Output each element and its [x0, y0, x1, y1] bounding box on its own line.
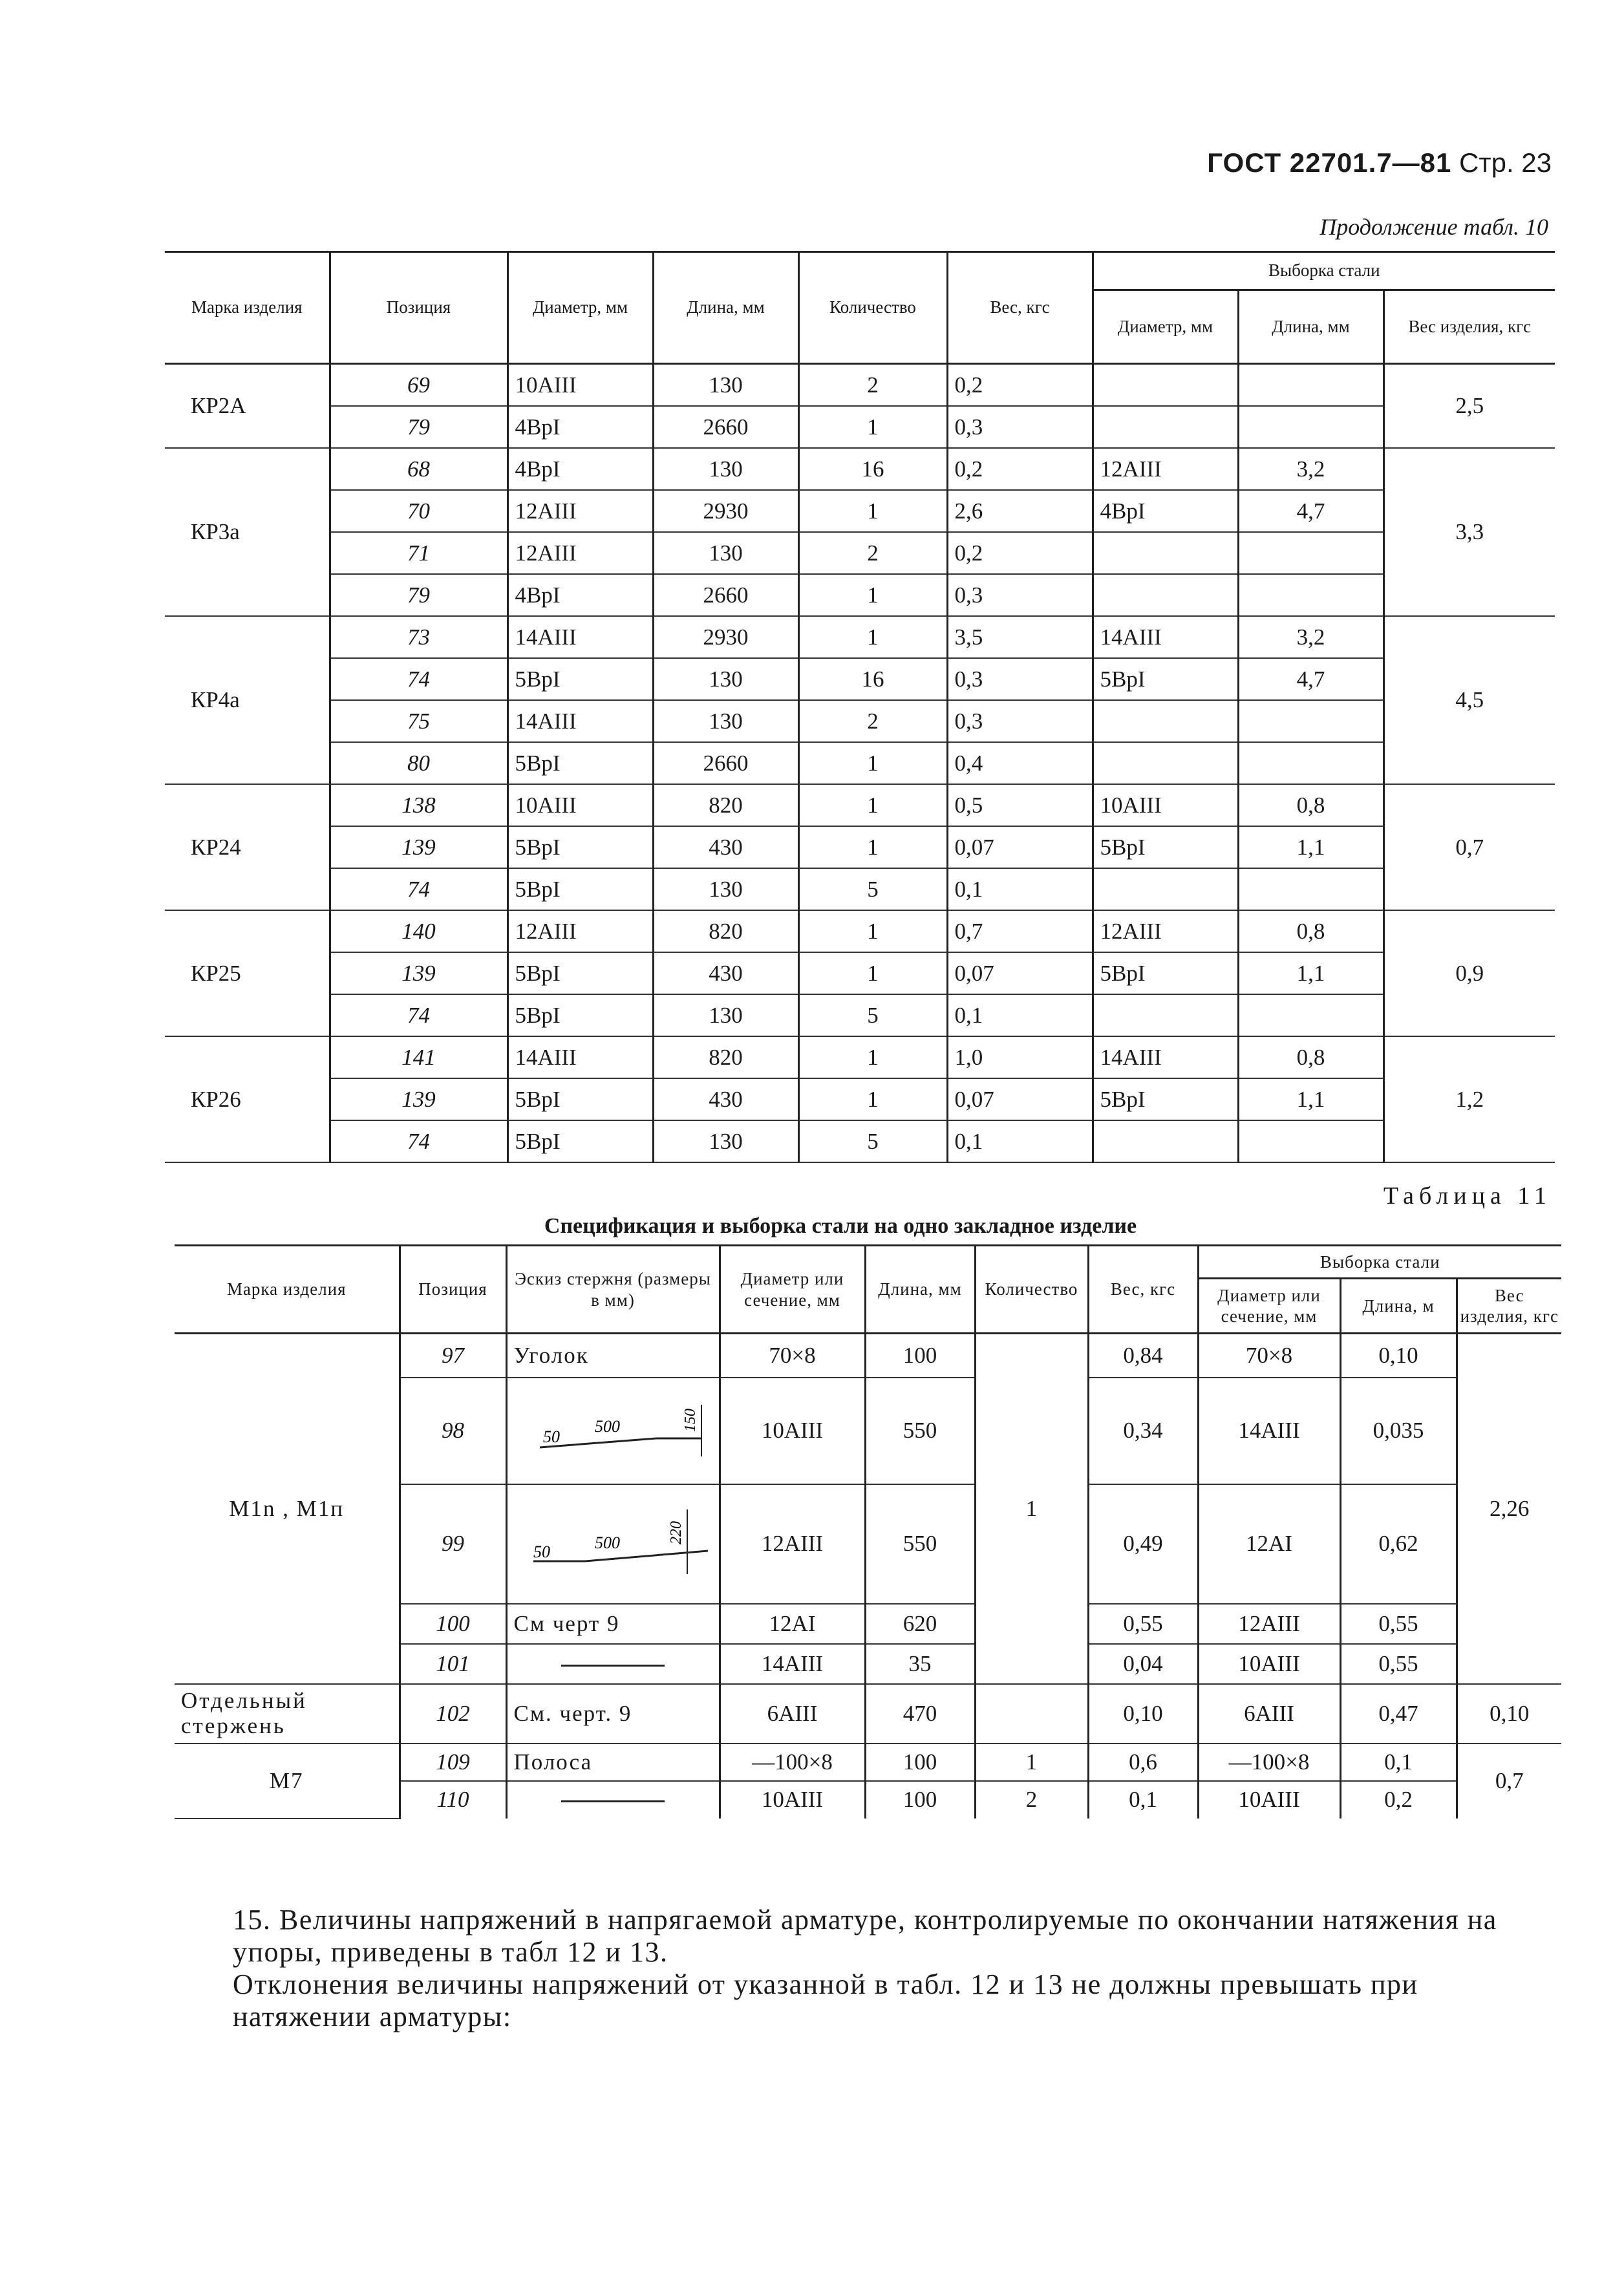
cell-position: 74: [330, 868, 508, 910]
cell-sel-length: 4,7: [1238, 490, 1384, 532]
table-row: [165, 742, 1555, 784]
cell-diameter: 14АIII: [508, 700, 653, 742]
cell-length: 130: [653, 1120, 798, 1162]
cell-position: 101: [400, 1644, 506, 1684]
cell-position: 102: [400, 1684, 506, 1743]
sketch-dim-b: 500: [594, 1417, 620, 1436]
cell-weight: 0,10: [1088, 1684, 1198, 1743]
table-11-caption: Спецификация и выборка стали на одно закладное изделие: [544, 1214, 1137, 1238]
cell-position: 74: [330, 994, 508, 1036]
cell-sel-length: 0,1: [1340, 1743, 1457, 1781]
row-mark-m1: М1n , М1п: [175, 1334, 400, 1684]
header-selection: Выборка стали: [1093, 252, 1555, 290]
cell-weight: 0,5: [947, 784, 1093, 826]
cell-weight: 0,2: [947, 532, 1093, 574]
sketch-dim-a: 50: [542, 1427, 560, 1446]
table-row: [165, 532, 1555, 574]
cell-length: 430: [653, 1078, 798, 1120]
header-sel-diameter: Диаметр или сечение, мм: [1198, 1279, 1340, 1334]
cell-sel-weight: 4,5: [1384, 616, 1555, 784]
cell-diameter: 4ВрI: [508, 448, 653, 490]
row-mark: КР4а: [165, 616, 330, 784]
cell-sel-length: 0,8: [1238, 1036, 1384, 1078]
cell-diameter: 14АIII: [508, 616, 653, 658]
table-row: [165, 364, 1555, 407]
cell-diameter: 6АIII: [720, 1684, 865, 1743]
cell-length: 2930: [653, 616, 798, 658]
cell-sel-length: [1238, 532, 1384, 574]
cell-sel-diameter: 5ВрI: [1093, 826, 1238, 868]
cell-position: 141: [330, 1036, 508, 1078]
table-10-body: [165, 364, 1555, 1163]
cell-diameter: 12АIII: [720, 1484, 865, 1604]
cell-length: 620: [865, 1604, 975, 1644]
cell-quantity: 1: [798, 1036, 947, 1078]
cell-length: 2660: [653, 742, 798, 784]
cell-length: 130: [653, 364, 798, 407]
cell-quantity: 1: [798, 952, 947, 994]
cell-quantity: 5: [798, 1120, 947, 1162]
paragraph-deviation: Отклонения величины напряжений от указанной в табл. 12 и 13 не должны превышать при натяжении арматуры:: [233, 1968, 1418, 2032]
cell-sel-diameter: [1093, 868, 1238, 910]
cell-sel-length: 0,55: [1340, 1604, 1457, 1644]
cell-position: 79: [330, 406, 508, 448]
header-mark: Марка изделия: [165, 252, 330, 364]
cell-quantity: 1: [798, 742, 947, 784]
cell-diameter: 5ВрI: [508, 868, 653, 910]
cell-length: 820: [653, 910, 798, 952]
cell-sketch: [506, 1378, 720, 1484]
cell-weight: 0,34: [1088, 1378, 1198, 1484]
cell-length: 550: [865, 1484, 975, 1604]
cell-diameter: 12АIII: [508, 532, 653, 574]
cell-diameter: 14АIII: [508, 1036, 653, 1078]
cell-position: 110: [400, 1781, 506, 1818]
cell-weight: 1,0: [947, 1036, 1093, 1078]
cell-diameter: 5ВрI: [508, 826, 653, 868]
cell-sel-diameter: 6АIII: [1198, 1684, 1340, 1743]
table-row: [165, 448, 1555, 490]
cell-sel-diameter: 70×8: [1198, 1334, 1340, 1378]
cell-sel-weight: 0,10: [1457, 1684, 1561, 1743]
cell-diameter: 10АIII: [508, 364, 653, 407]
header-sel-weight: Вес изделия, кгс: [1457, 1279, 1561, 1334]
cell-diameter: 10АIII: [508, 784, 653, 826]
cell-length: 820: [653, 1036, 798, 1078]
cell-length: 430: [653, 826, 798, 868]
cell-quantity: 1: [798, 910, 947, 952]
table-row: [165, 700, 1555, 742]
page-header: [1190, 147, 1552, 178]
cell-sel-diameter: [1093, 1120, 1238, 1162]
table-row: [165, 994, 1555, 1036]
header-diameter: Диаметр, мм: [508, 252, 653, 364]
cell-length: 550: [865, 1378, 975, 1484]
cell-position: 97: [400, 1334, 506, 1378]
cell-length: 130: [653, 868, 798, 910]
cell-quantity: 2: [798, 364, 947, 407]
cell-sel-weight: 2,26: [1457, 1334, 1561, 1684]
header-length: Длина, мм: [865, 1246, 975, 1334]
cell-sel-length: [1238, 574, 1384, 616]
cell-diameter: 10АIII: [720, 1781, 865, 1818]
cell-sel-length: [1238, 700, 1384, 742]
cell-position: 75: [330, 700, 508, 742]
cell-sel-diameter: 12АIII: [1093, 910, 1238, 952]
cell-quantity: 1: [798, 784, 947, 826]
cell-length: 130: [653, 994, 798, 1036]
cell-sel-diameter: 12АIII: [1198, 1604, 1340, 1644]
cell-diameter: 4ВрI: [508, 574, 653, 616]
cell-weight: 0,4: [947, 742, 1093, 784]
cell-diameter: 5ВрI: [508, 952, 653, 994]
cell-position: 99: [400, 1484, 506, 1604]
table-row: [165, 868, 1555, 910]
cell-weight: 0,07: [947, 952, 1093, 994]
sketch-dim-a: 50: [533, 1542, 550, 1561]
cell-sel-diameter: [1093, 994, 1238, 1036]
cell-sel-length: [1238, 1120, 1384, 1162]
cell-weight: 0,1: [947, 868, 1093, 910]
cell-length: 470: [865, 1684, 975, 1743]
header-sel-diameter: Диаметр, мм: [1093, 290, 1238, 364]
paragraph-15: 15. Величины напряжений в напрягаемой арматуре, контролируемые по окончании натяжения на упоры, приведены в табл 12 и 13.: [233, 1904, 1497, 1968]
header-sel-length: Длина, м: [1340, 1279, 1457, 1334]
cell-length: 430: [653, 952, 798, 994]
cell-length: 820: [653, 784, 798, 826]
cell-quantity: [975, 1684, 1088, 1743]
table-row: [165, 1120, 1555, 1162]
cell-quantity: 1: [975, 1334, 1088, 1684]
cell-weight: 0,07: [947, 826, 1093, 868]
cell-weight: 0,3: [947, 700, 1093, 742]
cell-length: 130: [653, 658, 798, 700]
row-mark-m7: М7: [175, 1743, 400, 1818]
table-row: [165, 490, 1555, 532]
header-quantity: Количество: [798, 252, 947, 364]
cell-quantity: 2: [798, 532, 947, 574]
cell-sel-diameter: —100×8: [1198, 1743, 1340, 1781]
straight-bar-dash: [561, 1665, 665, 1667]
cell-length: 2930: [653, 490, 798, 532]
cell-sel-length: 1,1: [1238, 826, 1384, 868]
cell-diameter: 12АIII: [508, 910, 653, 952]
header-position: Позиция: [400, 1246, 506, 1334]
cell-weight: 0,04: [1088, 1644, 1198, 1684]
cell-position: 71: [330, 532, 508, 574]
cell-diameter: 12АIII: [508, 490, 653, 532]
table-row: [165, 910, 1555, 952]
header-sel-length: Длина, мм: [1238, 290, 1384, 364]
cell-sel-diameter: [1093, 700, 1238, 742]
cell-sketch: Уголок: [506, 1334, 720, 1378]
cell-length: 100: [865, 1743, 975, 1781]
header-mark: Марка изделия: [175, 1246, 400, 1334]
cell-quantity: 1: [798, 490, 947, 532]
cell-quantity: 1: [798, 826, 947, 868]
table-row: [165, 616, 1555, 658]
cell-quantity: 16: [798, 448, 947, 490]
cell-sel-weight: 0,7: [1384, 784, 1555, 910]
cell-diameter: 10АIII: [720, 1378, 865, 1484]
cell-sel-weight: 2,5: [1384, 364, 1555, 449]
cell-quantity: 2: [798, 700, 947, 742]
cell-sel-diameter: 4ВрI: [1093, 490, 1238, 532]
cell-weight: 0,3: [947, 658, 1093, 700]
cell-sel-weight: 1,2: [1384, 1036, 1555, 1162]
cell-weight: 0,84: [1088, 1334, 1198, 1378]
cell-weight: 0,3: [947, 406, 1093, 448]
cell-sel-length: 0,035: [1340, 1378, 1457, 1484]
cell-length: 2660: [653, 406, 798, 448]
cell-sel-length: 0,47: [1340, 1684, 1457, 1743]
cell-sel-length: [1238, 994, 1384, 1036]
cell-diameter: 5ВрI: [508, 994, 653, 1036]
cell-quantity: 5: [798, 868, 947, 910]
cell-diameter: —100×8: [720, 1743, 865, 1781]
cell-quantity: 1: [798, 1078, 947, 1120]
cell-weight: 0,1: [947, 994, 1093, 1036]
cell-position: 139: [330, 952, 508, 994]
table-10: [165, 251, 1555, 1163]
cell-sketch: [506, 1781, 720, 1818]
cell-diameter: 5ВрI: [508, 742, 653, 784]
cell-sel-length: [1238, 868, 1384, 910]
header-position: Позиция: [330, 252, 508, 364]
cell-weight: 3,5: [947, 616, 1093, 658]
cell-sel-length: 0,55: [1340, 1644, 1457, 1684]
header-weight: Вес, кгс: [947, 252, 1093, 364]
row-mark: КР26: [165, 1036, 330, 1162]
cell-position: 139: [330, 1078, 508, 1120]
cell-diameter: 5ВрI: [508, 1078, 653, 1120]
cell-sel-diameter: [1093, 364, 1238, 407]
cell-weight: 0,2: [947, 448, 1093, 490]
cell-length: 130: [653, 700, 798, 742]
cell-weight: 0,1: [947, 1120, 1093, 1162]
row-mark-separate: Отдельный стержень: [175, 1684, 400, 1743]
cell-diameter: 12АI: [720, 1604, 865, 1644]
header-quantity: Количество: [975, 1246, 1088, 1334]
cell-position: 68: [330, 448, 508, 490]
cell-sel-length: 0,8: [1238, 910, 1384, 952]
body-text: [233, 1904, 1565, 2033]
cell-position: 69: [330, 364, 508, 407]
header-length: Длина, мм: [653, 252, 798, 364]
cell-weight: 0,07: [947, 1078, 1093, 1120]
cell-sel-diameter: [1093, 406, 1238, 448]
cell-weight: 0,3: [947, 574, 1093, 616]
cell-diameter: 5ВрI: [508, 658, 653, 700]
cell-sel-length: 3,2: [1238, 616, 1384, 658]
sketch-dim-b: 500: [594, 1533, 620, 1552]
cell-sel-diameter: 12АIII: [1093, 448, 1238, 490]
cell-sel-length: 1,1: [1238, 952, 1384, 994]
cell-quantity: 1: [975, 1743, 1088, 1781]
bar-line: [585, 1551, 708, 1561]
cell-quantity: 1: [798, 574, 947, 616]
cell-position: 70: [330, 490, 508, 532]
cell-sel-length: [1238, 364, 1384, 407]
gost-number: ГОСТ 22701.7—81: [1207, 147, 1452, 178]
cell-sel-diameter: 12АI: [1198, 1484, 1340, 1604]
cell-sel-diameter: 14АIII: [1093, 1036, 1238, 1078]
cell-sketch: См черт 9: [506, 1604, 720, 1644]
cell-position: 138: [330, 784, 508, 826]
cell-sel-diameter: 5ВрI: [1093, 1078, 1238, 1120]
header-sketch: Эскиз стержня (размеры в мм): [506, 1246, 720, 1334]
cell-sketch: Полоса: [506, 1743, 720, 1781]
cell-length: 100: [865, 1334, 975, 1378]
cell-weight: 0,55: [1088, 1604, 1198, 1644]
cell-sel-diameter: 5ВрI: [1093, 952, 1238, 994]
page-number: Стр. 23: [1459, 147, 1552, 178]
cell-sel-weight: 0,7: [1457, 1743, 1561, 1818]
cell-sel-diameter: 10АIII: [1198, 1781, 1340, 1818]
cell-sel-length: [1238, 742, 1384, 784]
cell-quantity: 2: [975, 1781, 1088, 1818]
cell-sel-length: [1238, 406, 1384, 448]
table-row: [165, 574, 1555, 616]
row-mark: КР24: [165, 784, 330, 910]
cell-sel-diameter: [1093, 574, 1238, 616]
header-weight: Вес, кгс: [1088, 1246, 1198, 1334]
cell-position: 100: [400, 1604, 506, 1644]
header-sel-weight: Вес изделия, кгс: [1384, 290, 1555, 364]
cell-length: 100: [865, 1781, 975, 1818]
cell-sketch: [506, 1644, 720, 1684]
header-diameter: Диаметр или сечение, мм: [720, 1246, 865, 1334]
sketch-dim-c: 150: [681, 1409, 699, 1432]
cell-position: 109: [400, 1743, 506, 1781]
cell-position: 98: [400, 1378, 506, 1484]
cell-weight: 0,49: [1088, 1484, 1198, 1604]
cell-sel-diameter: 14АIII: [1093, 616, 1238, 658]
cell-sel-length: 4,7: [1238, 658, 1384, 700]
cell-position: 74: [330, 1120, 508, 1162]
cell-position: 74: [330, 658, 508, 700]
cell-length: 130: [653, 448, 798, 490]
table-row: [165, 406, 1555, 448]
header-selection: Выборка стали: [1198, 1246, 1561, 1279]
cell-position: 79: [330, 574, 508, 616]
cell-diameter: 70×8: [720, 1334, 865, 1378]
row-mark: КР3а: [165, 448, 330, 616]
cell-sel-length: 3,2: [1238, 448, 1384, 490]
cell-sel-weight: 0,9: [1384, 910, 1555, 1036]
cell-sel-length: 0,62: [1340, 1484, 1457, 1604]
cell-position: 80: [330, 742, 508, 784]
table-row: [165, 1078, 1555, 1120]
straight-bar-dash: [561, 1800, 665, 1802]
cell-weight: 0,1: [1088, 1781, 1198, 1818]
cell-diameter: 14АIII: [720, 1644, 865, 1684]
table-row: [165, 658, 1555, 700]
cell-sel-diameter: [1093, 742, 1238, 784]
table-11-label: Таблица 11: [1383, 1182, 1552, 1210]
cell-quantity: 1: [798, 616, 947, 658]
row-mark: КР2А: [165, 364, 330, 449]
cell-sel-diameter: 14АIII: [1198, 1378, 1340, 1484]
cell-sel-length: 0,8: [1238, 784, 1384, 826]
cell-position: 140: [330, 910, 508, 952]
table-row: [165, 784, 1555, 826]
bent-bar-sketch-98: [514, 1392, 708, 1469]
table-row: [165, 952, 1555, 994]
cell-sel-weight: 3,3: [1384, 448, 1555, 616]
cell-sketch: [506, 1484, 720, 1604]
cell-sel-diameter: 10АIII: [1198, 1644, 1340, 1684]
cell-length: 2660: [653, 574, 798, 616]
cell-quantity: 5: [798, 994, 947, 1036]
cell-weight: 2,6: [947, 490, 1093, 532]
row-mark: КР25: [165, 910, 330, 1036]
cell-diameter: 4ВрI: [508, 406, 653, 448]
cell-length: 35: [865, 1644, 975, 1684]
cell-length: 130: [653, 532, 798, 574]
cell-quantity: 16: [798, 658, 947, 700]
cell-position: 139: [330, 826, 508, 868]
sketch-dim-c: 220: [667, 1521, 685, 1544]
cell-sel-length: 0,2: [1340, 1781, 1457, 1818]
table-row: [165, 1036, 1555, 1078]
cell-quantity: 1: [798, 406, 947, 448]
cell-sketch: См. черт. 9: [506, 1684, 720, 1743]
table-11: [175, 1244, 1561, 1819]
table-continuation-note: Продолжение табл. 10: [1320, 214, 1548, 240]
cell-diameter: 5ВрI: [508, 1120, 653, 1162]
cell-weight: 0,7: [947, 910, 1093, 952]
cell-weight: 0,6: [1088, 1743, 1198, 1781]
bent-bar-sketch-99: [514, 1502, 708, 1586]
cell-sel-diameter: [1093, 532, 1238, 574]
cell-sel-diameter: 10АIII: [1093, 784, 1238, 826]
cell-weight: 0,2: [947, 364, 1093, 407]
table-row: [165, 826, 1555, 868]
cell-position: 73: [330, 616, 508, 658]
cell-sel-length: 0,10: [1340, 1334, 1457, 1378]
cell-sel-length: 1,1: [1238, 1078, 1384, 1120]
cell-sel-diameter: 5ВрI: [1093, 658, 1238, 700]
